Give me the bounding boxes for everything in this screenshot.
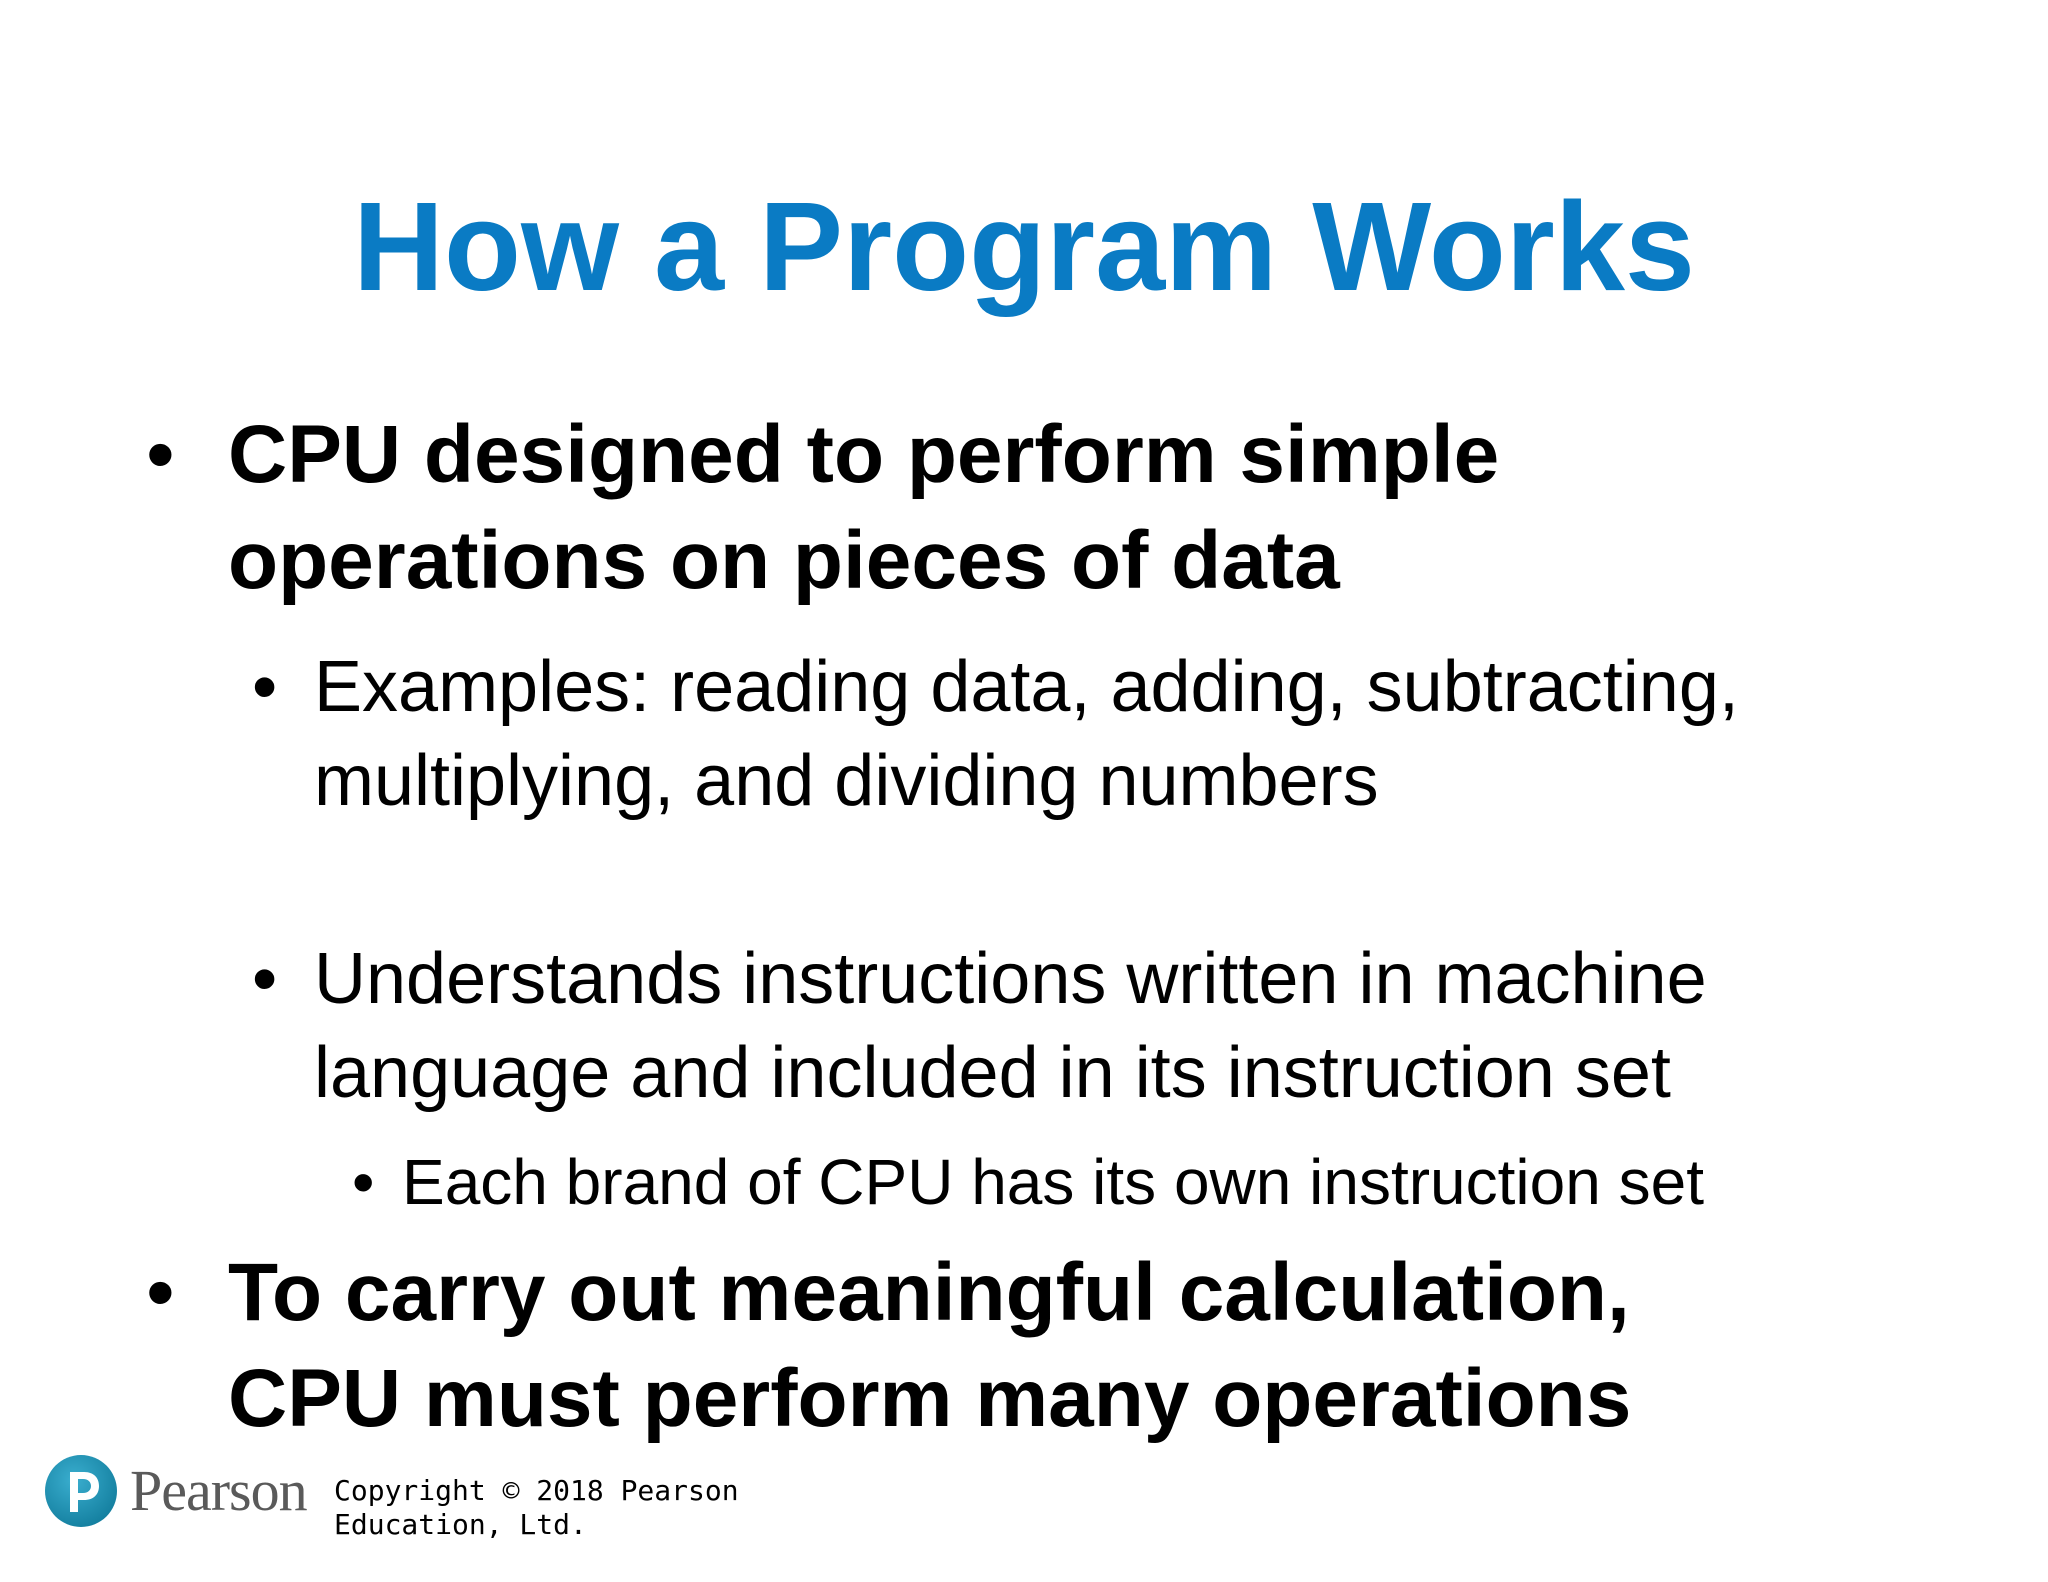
- bullet-text: Examples: reading data, adding, subtracting, multiplying, and dividing numbers: [314, 647, 1739, 821]
- bullet-marker: •: [146, 1247, 175, 1338]
- pearson-p-logo-icon: [44, 1454, 118, 1528]
- bullet-marker: •: [146, 409, 175, 500]
- bullet-level3-item: [352, 1142, 1802, 1222]
- bullet-text: Each brand of CPU has its own instruction set: [402, 1146, 1704, 1218]
- bullet-level1-item: [146, 402, 1788, 614]
- bullet-text: CPU designed to perform simple operations on pieces of data: [228, 409, 1500, 606]
- copyright-text: Copyright © 2018 Pearson Education, Ltd.: [334, 1474, 739, 1541]
- bullet-level2-item: [252, 932, 1834, 1120]
- bullet-marker: •: [252, 647, 278, 727]
- pearson-logo-text: Pearson: [130, 1458, 307, 1523]
- slide-title: How a Program Works: [352, 176, 1695, 317]
- bullet-marker: •: [352, 1146, 375, 1218]
- bullet-text: Understands instructions written in machine language and included in its instruction set: [314, 939, 1707, 1113]
- pearson-logo: [44, 1446, 307, 1536]
- bullet-marker: •: [252, 939, 278, 1019]
- bullet-level2-item: [252, 640, 1834, 828]
- bullet-text: To carry out meaningful calculation, CPU must perform many operations: [228, 1247, 1632, 1444]
- bullet-level1-item: [146, 1240, 1788, 1452]
